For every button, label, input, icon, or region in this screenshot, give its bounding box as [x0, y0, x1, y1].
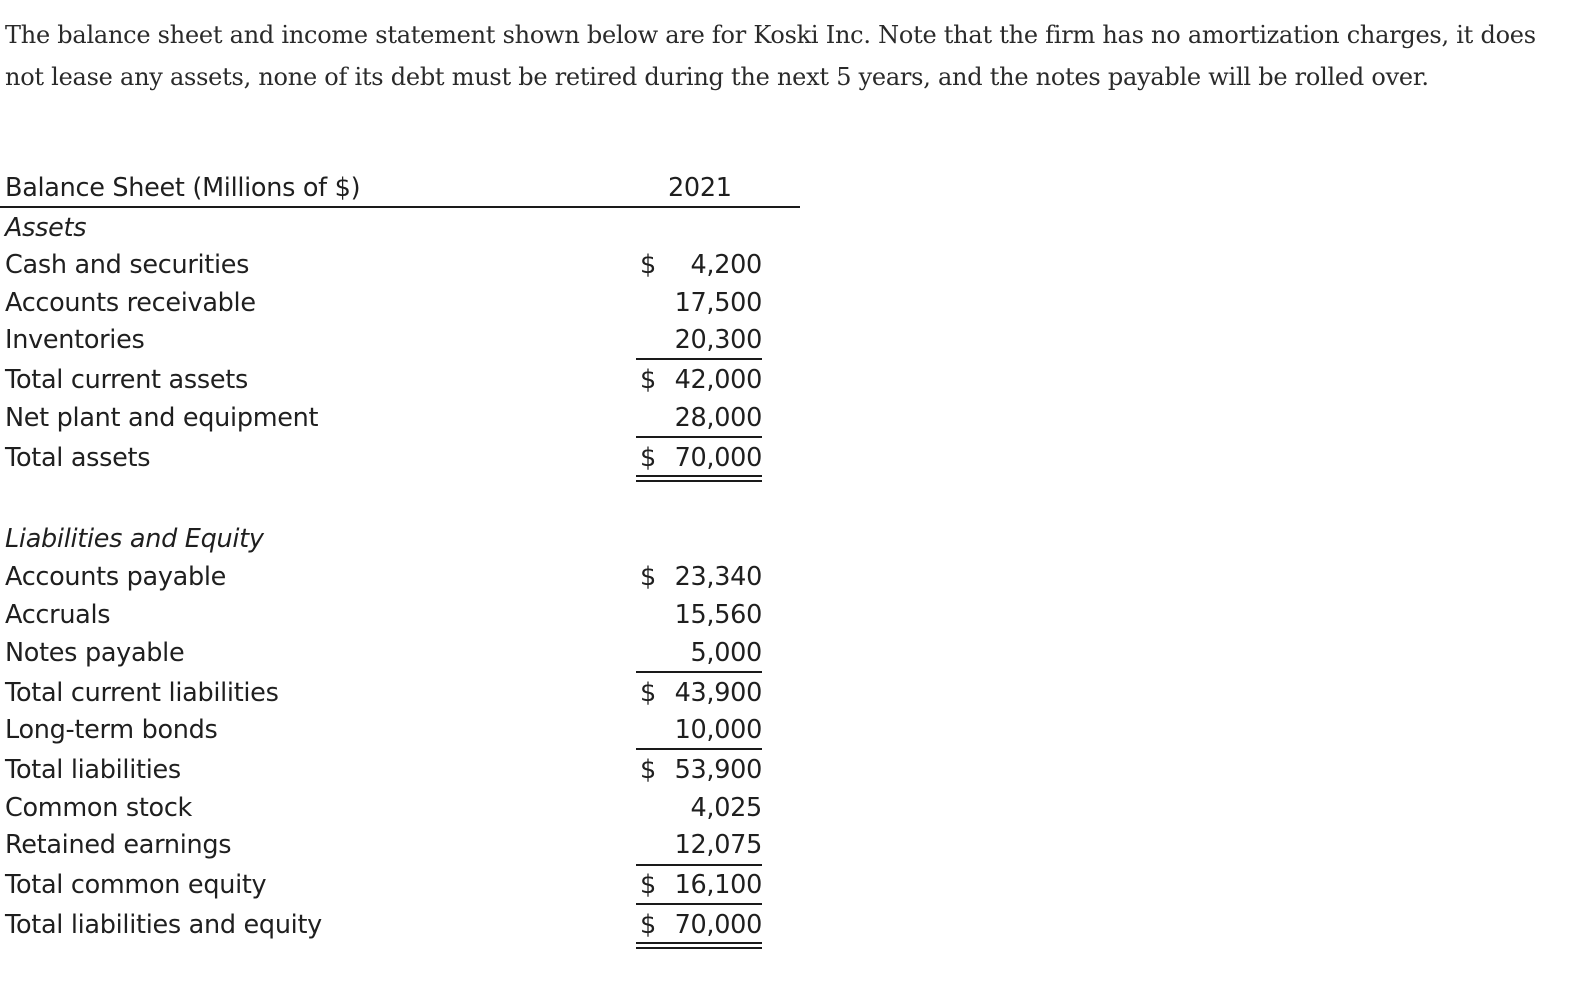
table-row	[0, 597, 800, 633]
row-value: 43,900	[674, 678, 762, 708]
row-value: 28,000	[674, 403, 762, 433]
total-double-rule	[636, 475, 762, 482]
subtotal-rule	[636, 358, 762, 360]
currency-symbol: $	[640, 443, 656, 473]
subtotal-rule	[636, 748, 762, 750]
section-heading-row	[0, 521, 800, 557]
table-row	[0, 635, 800, 671]
table-row	[0, 247, 800, 283]
table-row	[0, 322, 800, 358]
assets-heading: Assets	[5, 213, 87, 243]
table-row	[0, 712, 800, 748]
table-row	[0, 362, 800, 398]
row-value: 53,900	[674, 755, 762, 785]
currency-symbol: $	[640, 365, 656, 395]
row-label: Long-term bonds	[5, 715, 218, 745]
column-header-year: 2021	[668, 173, 732, 203]
table-row	[0, 675, 800, 711]
row-label: Total liabilities	[5, 755, 181, 785]
subtotal-rule	[636, 436, 762, 438]
row-value: 5,000	[690, 638, 762, 668]
table-row	[0, 907, 800, 943]
table-row	[0, 400, 800, 436]
row-value: 23,340	[674, 562, 762, 592]
row-label: Total current liabilities	[5, 678, 279, 708]
row-label: Inventories	[5, 325, 145, 355]
liabilities-heading: Liabilities and Equity	[5, 524, 264, 554]
table-row	[0, 867, 800, 903]
subtotal-rule	[636, 864, 762, 866]
row-label: Total common equity	[5, 870, 267, 900]
table-title: Balance Sheet (Millions of $)	[5, 173, 361, 203]
row-value: 70,000	[674, 910, 762, 940]
currency-symbol: $	[640, 678, 656, 708]
row-label: Total assets	[5, 443, 151, 473]
intro-paragraph: The balance sheet and income statement shown below are for Koski Inc. Note that the firm has no amortization charges, it does not lease any assets, none of its debt must be retired during the next 5 years, and the notes payable will be rolled over.	[5, 21, 1536, 91]
row-label: Total liabilities and equity	[5, 910, 322, 940]
row-value: 42,000	[674, 365, 762, 395]
row-label: Net plant and equipment	[5, 403, 319, 433]
row-value: 16,100	[674, 870, 762, 900]
subtotal-rule	[636, 671, 762, 673]
row-value: 4,025	[690, 793, 762, 823]
table-row	[0, 440, 800, 476]
row-label: Cash and securities	[5, 250, 250, 280]
row-value: 4,200	[690, 250, 762, 280]
row-label: Accounts payable	[5, 562, 227, 592]
subtotal-rule	[636, 903, 762, 905]
section-heading-row	[0, 210, 800, 246]
row-label: Total current assets	[5, 365, 248, 395]
header-divider	[0, 206, 800, 208]
row-label: Retained earnings	[5, 830, 232, 860]
row-label: Accruals	[5, 600, 111, 630]
total-double-rule	[636, 942, 762, 949]
row-value: 10,000	[674, 715, 762, 745]
currency-symbol: $	[640, 250, 656, 280]
currency-symbol: $	[640, 562, 656, 592]
currency-symbol: $	[640, 870, 656, 900]
row-value: 12,075	[674, 830, 762, 860]
row-label: Notes payable	[5, 638, 185, 668]
table-row	[0, 285, 800, 321]
row-value: 70,000	[674, 443, 762, 473]
table-row	[0, 559, 800, 595]
row-label: Common stock	[5, 793, 193, 823]
currency-symbol: $	[640, 755, 656, 785]
row-value: 15,560	[674, 600, 762, 630]
row-label: Accounts receivable	[5, 288, 256, 318]
table-row	[0, 790, 800, 826]
row-value: 20,300	[674, 325, 762, 355]
row-value: 17,500	[674, 288, 762, 318]
table-header-row	[0, 170, 800, 206]
currency-symbol: $	[640, 910, 656, 940]
table-row	[0, 827, 800, 863]
table-row	[0, 752, 800, 788]
